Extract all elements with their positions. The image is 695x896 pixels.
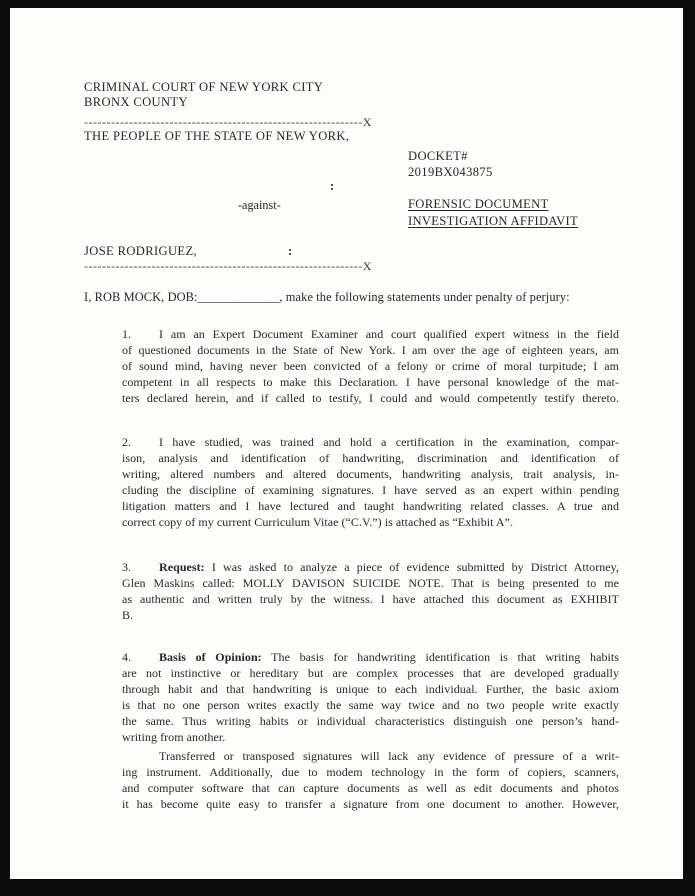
paragraph-line: writing, altered numbers and altered documents, handwriting analysis, trait analysis, in- [122, 467, 619, 481]
affiant-intro-line: I, ROB MOCK, DOB:_____________, make the following statements under penalty of perjury: [84, 290, 570, 304]
paragraph-line: of questioned documents in the State of New York. I am over the age of eighteen years, am [122, 343, 619, 357]
separator-line-2: --------------------------------------------------------------X [84, 259, 372, 273]
paragraph-line: competent in all respects to make this Declaration. I have personal knowledge of the mat- [122, 375, 619, 389]
paragraph-number: 1. [122, 327, 132, 341]
paragraph-line: is that no one person writes exactly the same way twice and no two people write exactly [122, 698, 619, 712]
paragraph-line: B. [122, 608, 134, 622]
caption-colon-1: : [330, 179, 335, 193]
paragraph-line: Glen Maskins called: MOLLY DAVISON SUICIDE NOTE. That is being presented to me [122, 576, 619, 590]
paragraph-line: are not instinctive or hereditary but are complex processes that are developed gradually [122, 666, 619, 680]
paragraph-line [122, 649, 619, 665]
caption-colon-2: : [288, 244, 293, 258]
affidavit-body [122, 326, 619, 812]
paragraph-4 [122, 649, 619, 745]
request-lead: Request: [159, 560, 205, 574]
paragraph-number: 2. [122, 435, 132, 449]
paragraph-1 [122, 326, 619, 406]
court-name: CRIMINAL COURT OF NEW YORK CITY [84, 80, 324, 94]
paragraph-text: I was asked to analyze a piece of evidence submitted by District Attorney, [204, 560, 619, 574]
paragraph-line: writing from another. [122, 730, 226, 744]
affidavit-title-line-1: FORENSIC DOCUMENT [408, 197, 549, 211]
affidavit-title-line-2: INVESTIGATION AFFIDAVIT [408, 214, 579, 228]
paragraph-line: ison, analysis and identification of handwriting, discrimination and identification of [122, 451, 619, 465]
paragraph-3 [122, 559, 619, 623]
paragraph-line: ters declared herein, and if called to testify, I could and would competently testify thereto. [122, 391, 619, 405]
affidavit-title [408, 196, 578, 230]
paragraph-line: and computer software that can capture documents as well as edit documents and photos [122, 781, 619, 795]
paragraph-5 [122, 748, 619, 812]
docket-number: 2019BX043875 [408, 165, 493, 179]
separator-line-1: --------------------------------------------------------------X [84, 115, 372, 129]
paragraph-line: the same. Thus writing habits or individual characteristics distinguish one person’s hand- [122, 714, 619, 728]
basis-of-opinion-lead: Basis of Opinion: [159, 650, 262, 664]
paragraph-line [122, 326, 619, 342]
paragraph-line: as authentic and written truly by the witness. I have attached this document as EXHIBIT [122, 592, 619, 606]
paragraph-line: litigation matters and I have lectured and taught handwriting related classes. A true and [122, 499, 619, 513]
paragraph-line [122, 434, 619, 450]
paragraph-text: I have studied, was trained and hold a certification in the examination, compar- [159, 435, 619, 449]
paragraph-line: it has become quite easy to transfer a signature from one document to another. However, [122, 797, 619, 811]
paragraph-line: cluding the discipline of examining signatures. I have served as an expert within pending [122, 483, 619, 497]
paragraph-line: through habit and that handwriting is unique to each individual. Further, the basic axiom [122, 682, 619, 696]
court-header [84, 80, 323, 110]
paragraph-line: of sound mind, having never been convicted of a felony or crime of moral turpitude; I am [122, 359, 619, 373]
paragraph-number: 4. [122, 650, 132, 664]
docket-label: DOCKET# [408, 149, 468, 163]
docket-block [408, 148, 493, 180]
paragraph-2 [122, 434, 619, 530]
paragraph-line: Transferred or transposed signatures will lack any evidence of pressure of a writ- [159, 749, 619, 763]
paragraph-line [122, 559, 619, 575]
county-name: BRONX COUNTY [84, 95, 188, 109]
defendant-name: JOSE RODRIGUEZ, [84, 244, 197, 258]
paragraph-line: correct copy of my current Curriculum Vitae (“C.V.”) is attached as “Exhibit A”. [122, 515, 514, 529]
paragraph-number: 3. [122, 560, 132, 574]
paragraph-text: I am an Expert Document Examiner and court qualified expert witness in the field [159, 327, 619, 341]
paragraph-text: The basis for handwriting identification is that writing habits [261, 650, 619, 664]
document-page [10, 8, 683, 879]
plaintiff-name: THE PEOPLE OF THE STATE OF NEW YORK, [84, 129, 350, 143]
against-label: -against- [238, 198, 281, 212]
paragraph-line: ing instrument. Additionally, due to modem technology in the form of copiers, scanners, [122, 765, 619, 779]
